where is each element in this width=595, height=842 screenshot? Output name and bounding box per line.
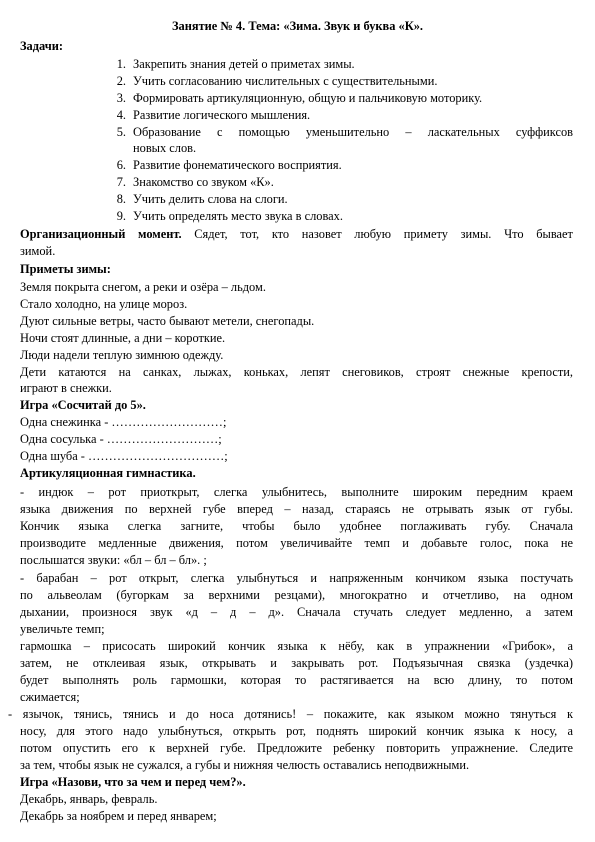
paragraph-line: будет выполнять роль гармошки, которая то растягивается на всю длину, то потом (20, 673, 573, 687)
list-number: 3. (116, 91, 126, 105)
exercise-line: Одна сосулька - ………………………; (20, 432, 222, 446)
paragraph-line: за тем, чтобы язык не сужался, а губы и нижняя челюсть оставались неподвижными. (20, 758, 470, 772)
list-text: Закрепить знания детей о приметах зимы. (133, 57, 355, 71)
list-number: 8. (116, 192, 126, 206)
list-text: Формировать артикуляционную, общую и пальчиковую моторику. (133, 91, 483, 105)
list-item: Дети катаются на санках, лыжах, коньках, лепят снеговиков, строят снежные крепости, (20, 365, 573, 379)
exercise-line: Одна снежинка - ………………………; (20, 415, 227, 429)
list-text: Учить определять место звука в словах. (133, 209, 343, 223)
list-item: Стало холодно, на улице мороз. (20, 297, 188, 311)
paragraph-line: затем, не отклеивая язык, открывать и закрывать рот. Подъязычная связка (уздечка) (20, 656, 573, 670)
list-number: 2. (116, 74, 126, 88)
org-moment-line (20, 226, 573, 243)
list-item-continuation: играют в снежки. (20, 381, 112, 395)
paragraph-line: - язычок, тянись, тянись и до носа дотянись! – покажите, как языком можно тянуться к (8, 707, 573, 721)
org-moment-label: Организационный момент. (20, 227, 182, 241)
list-number: 1. (116, 57, 126, 71)
org-moment-text-2: зимой. (20, 244, 56, 258)
list-text: Учить делить слова на слоги. (133, 192, 288, 206)
list-text: новых слов. (133, 141, 197, 155)
game2-heading: Игра «Назови, что за чем и перед чем?». (20, 775, 246, 789)
list-item: Люди надели теплую зимнюю одежду. (20, 348, 224, 362)
paragraph-line: производите медленные движения, потом увеличивайте темп и добавьте голос, пока не (20, 536, 573, 550)
org-moment-text: Сядет, тот, кто назовет любую примету зимы. Что бывает (181, 227, 573, 241)
list-text: Развитие логического мышления. (133, 108, 311, 122)
paragraph-line: гармошка – присосать широкий кончик языка к нёбу, как в упражнении «Грибок», а (20, 639, 573, 653)
paragraph-line: Декабрь, январь, февраль. (20, 792, 158, 806)
artic-heading: Артикуляционная гимнастика. (20, 466, 196, 480)
list-text: Образование с помощью уменьшительно – ласкательных суффиксов (133, 125, 573, 139)
paragraph-line: носу, для этого надо улыбнуться, открыть рот, поднять широкий кончик языка к носу, а (20, 724, 573, 738)
list-text: Знакомство со звуком «К». (133, 175, 274, 189)
list-number: 7. (116, 175, 126, 189)
tasks-heading: Задачи: (20, 39, 63, 53)
paragraph-line: сжимается; (20, 690, 80, 704)
paragraph-line: языка движения по верхней губе вперед – назад, стараясь не отрывать язык от губы. (20, 502, 573, 516)
list-number: 6. (116, 158, 126, 172)
signs-heading: Приметы зимы: (20, 262, 111, 276)
paragraph-line: послышатся звуки: «бл – бл – бл». ; (20, 553, 207, 567)
paragraph-line: увеличьте темп; (20, 622, 105, 636)
page-title: Занятие № 4. Тема: «Зима. Звук и буква «К». (171, 19, 424, 33)
list-number: 4. (116, 108, 126, 122)
paragraph-line: - индюк – рот приоткрыт, слегка улыбнитесь, выполните широким передним краем (20, 485, 573, 499)
paragraph-line: потом опустить его к верхней губе. Предложите ребенку повторить упражнение. Следите (20, 741, 573, 755)
game1-heading: Игра «Сосчитай до 5». (20, 398, 146, 412)
exercise-line: Одна шуба - ……………………………; (20, 449, 228, 463)
list-item: Земля покрыта снегом, а реки и озёра – льдом. (20, 280, 266, 294)
list-item: Ночи стоят длинные, а дни – короткие. (20, 331, 226, 345)
list-number: 9. (116, 209, 126, 223)
list-text: Развитие фонематического восприятия. (133, 158, 342, 172)
list-text: Учить согласованию числительных с существительными. (133, 74, 438, 88)
list-number: 5. (116, 125, 126, 139)
paragraph-line: - барабан – рот открыт, слегка улыбнуться и напряженным кончиком языка постучать (20, 571, 573, 585)
paragraph-line: Декабрь за ноябрем и перед январем; (20, 809, 217, 823)
paragraph-line: по альвеолам (бугоркам за верхними резцами), многократно и отчетливо, на одном (20, 588, 573, 602)
paragraph-line: дыхании, произнося звук «д – д – д». Сначала стучать следует медленно, а затем (20, 605, 573, 619)
list-item: Дуют сильные ветры, часто бывают метели, снегопады. (20, 314, 315, 328)
paragraph-line: Кончик языка слегка загните, чтобы было удобнее поглаживать губу. Сначала (20, 519, 573, 533)
